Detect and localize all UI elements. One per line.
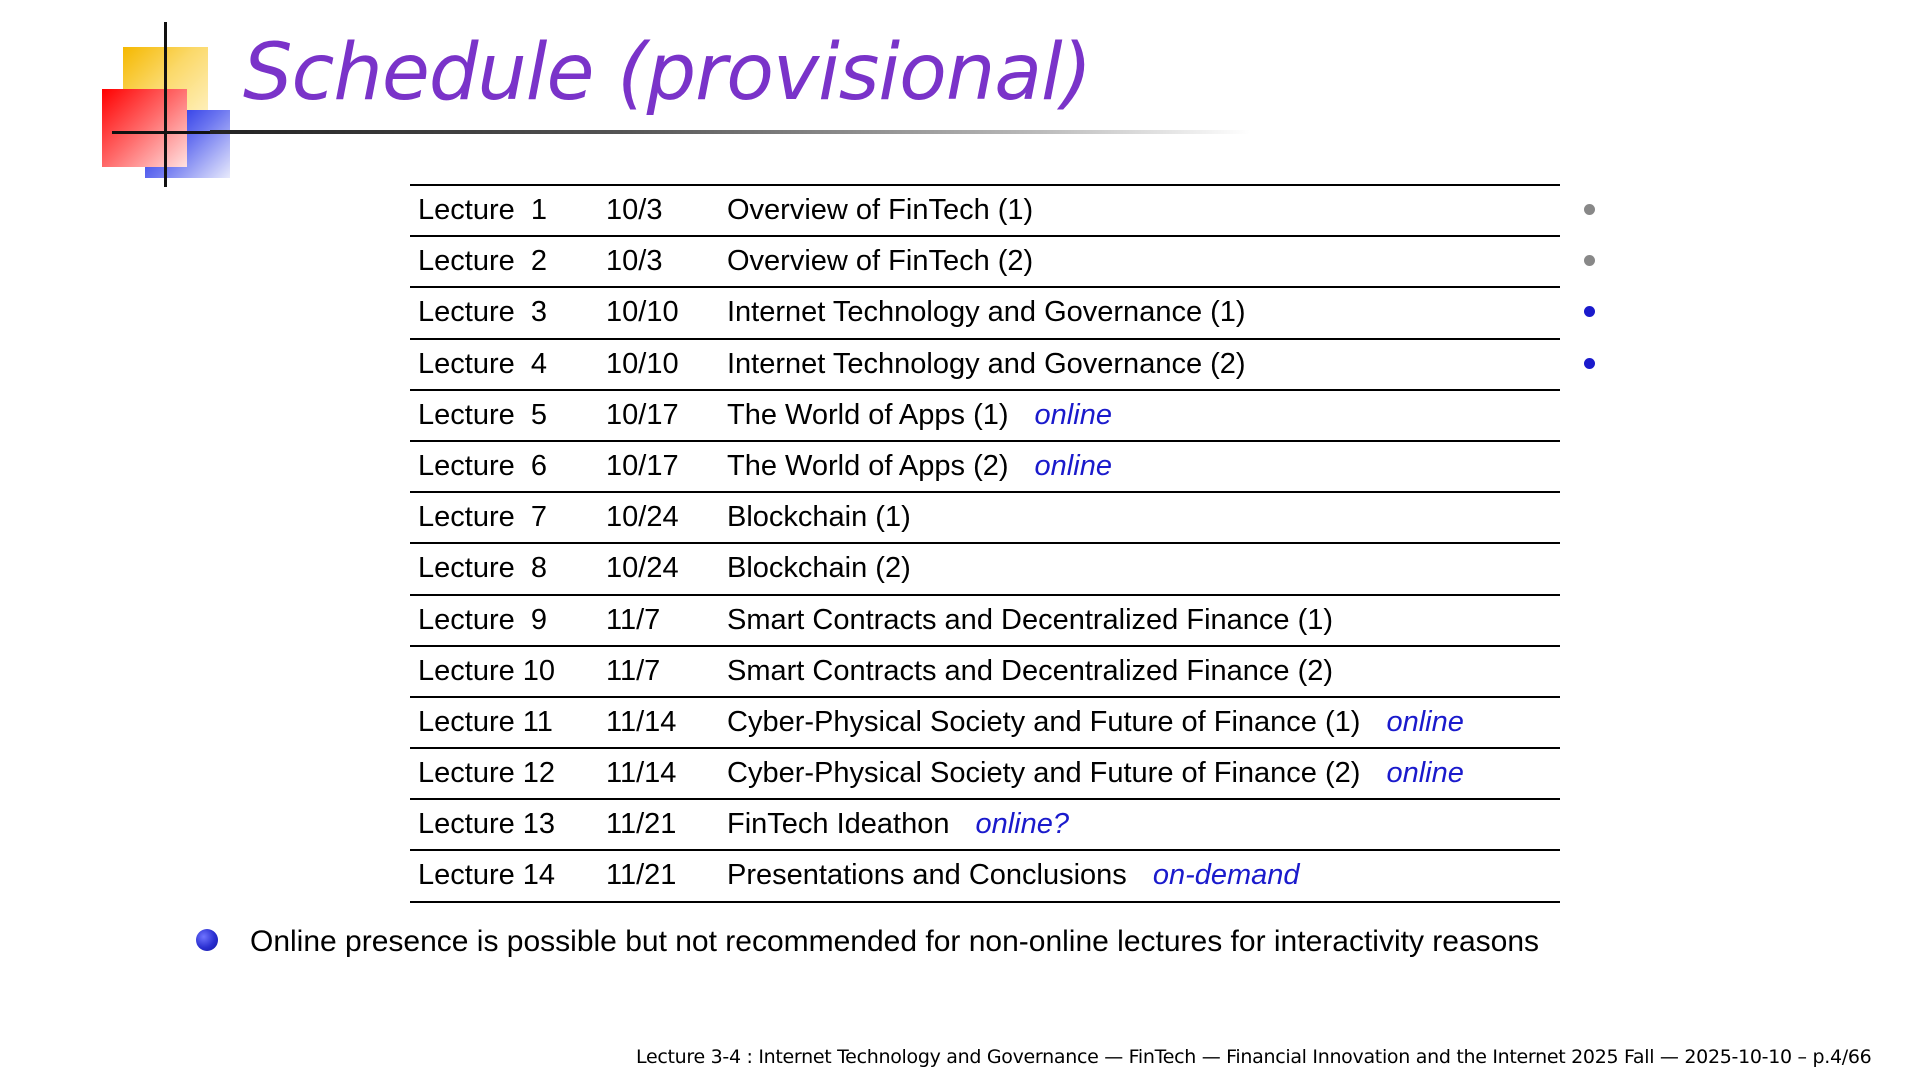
nav-dot-icon[interactable] <box>1584 204 1595 215</box>
lecture-topic: Overview of FinTech (1) <box>727 194 1034 226</box>
lecture-topic-cell <box>727 757 1464 790</box>
lecture-topic: Smart Contracts and Decentralized Finance (2) <box>727 654 1334 687</box>
lecture-mode-note: online? <box>975 808 1070 841</box>
lecture-date: 11/14 <box>606 757 677 790</box>
lecture-topic-cell <box>727 706 1464 739</box>
lecture-number: Lecture 3 <box>418 296 547 329</box>
lecture-topic-cell <box>727 348 1246 381</box>
lecture-topic: The World of Apps (2) <box>727 449 1009 482</box>
lecture-number: Lecture 1 <box>418 194 547 226</box>
table-row <box>410 747 1560 798</box>
lecture-topic-cell <box>727 655 1333 688</box>
lecture-date: 10/24 <box>606 552 679 585</box>
lecture-number: Lecture 5 <box>418 398 547 431</box>
lecture-number: Lecture 10 <box>418 654 556 687</box>
lecture-number: Lecture 2 <box>418 245 547 278</box>
logo-vertical-line <box>164 22 167 187</box>
lecture-mode-note: online <box>1386 757 1464 790</box>
title-underline <box>210 130 1250 134</box>
lecture-date: 11/14 <box>606 705 677 738</box>
lecture-topic: Internet Technology and Governance (2) <box>727 347 1246 380</box>
lecture-topic-cell <box>727 808 1069 841</box>
lecture-date: 10/17 <box>606 398 679 431</box>
lecture-mode-note: on-demand <box>1152 859 1300 892</box>
lecture-topic: Smart Contracts and Decentralized Finance (1) <box>727 603 1334 636</box>
lecture-topic-cell <box>727 859 1300 892</box>
bullet-text: Online presence is possible but not recommended for non-online lectures for interactivity reasons <box>250 925 1540 958</box>
lecture-number: Lecture 6 <box>418 449 547 482</box>
lecture-topic: FinTech Ideathon <box>727 808 950 841</box>
lecture-number: Lecture 12 <box>418 757 556 790</box>
lecture-topic-cell <box>727 552 911 585</box>
table-row <box>410 798 1560 849</box>
bullet-icon <box>196 929 218 951</box>
lecture-mode-note: online <box>1034 449 1112 482</box>
lecture-date: 10/10 <box>606 347 679 380</box>
table-row <box>410 491 1560 542</box>
lecture-number: Lecture 7 <box>418 501 547 534</box>
slide-footer: Lecture 3-4 : Internet Technology and Governance — FinTech — Financial Innovation and the Internet 2025 Fall — 2025-10-10 – p.4/66 <box>636 1046 1872 1068</box>
table-row <box>410 235 1560 286</box>
lecture-topic-cell <box>727 501 911 534</box>
lecture-number: Lecture 4 <box>418 347 547 380</box>
lecture-date: 10/10 <box>606 296 679 329</box>
table-row <box>410 184 1560 235</box>
table-row <box>410 389 1560 440</box>
schedule-table <box>410 184 1560 903</box>
lecture-number: Lecture 9 <box>418 603 547 636</box>
nav-dot-icon[interactable] <box>1584 255 1595 266</box>
lecture-date: 11/7 <box>606 654 661 687</box>
lecture-topic: Overview of FinTech (2) <box>727 245 1034 278</box>
table-row <box>410 645 1560 696</box>
lecture-number: Lecture 14 <box>418 859 556 892</box>
table-row <box>410 849 1560 902</box>
lecture-mode-note: online <box>1034 398 1112 431</box>
lecture-mode-note: online <box>1386 705 1464 738</box>
lecture-number: Lecture 13 <box>418 808 556 841</box>
lecture-topic: Blockchain (2) <box>727 552 911 585</box>
lecture-topic: Cyber-Physical Society and Future of Finance (2) <box>727 757 1361 790</box>
logo-red-square <box>102 89 187 167</box>
table-row <box>410 286 1560 337</box>
lecture-topic-cell <box>727 194 1033 227</box>
lecture-date: 10/17 <box>606 449 679 482</box>
table-row <box>410 542 1560 593</box>
lecture-date: 11/7 <box>606 603 661 636</box>
lecture-date: 10/3 <box>606 245 663 278</box>
lecture-date: 11/21 <box>606 859 677 892</box>
lecture-date: 10/24 <box>606 501 679 534</box>
lecture-topic-cell <box>727 450 1112 483</box>
slide-logo <box>100 22 235 187</box>
nav-dot-icon[interactable] <box>1584 358 1595 369</box>
lecture-topic: The World of Apps (1) <box>727 398 1009 431</box>
table-row <box>410 338 1560 389</box>
lecture-topic-cell <box>727 399 1112 432</box>
nav-dot-icon[interactable] <box>1584 306 1595 317</box>
lecture-number: Lecture 11 <box>418 705 553 738</box>
lecture-date: 10/3 <box>606 194 663 226</box>
table-row <box>410 594 1560 645</box>
slide-title: Schedule (provisional) <box>243 28 1092 118</box>
table-row <box>410 696 1560 747</box>
lecture-topic: Internet Technology and Governance (1) <box>727 296 1246 329</box>
table-row <box>410 440 1560 491</box>
lecture-topic: Blockchain (1) <box>727 501 911 534</box>
lecture-topic-cell <box>727 604 1333 637</box>
lecture-topic-cell <box>727 245 1033 278</box>
lecture-number: Lecture 8 <box>418 552 547 585</box>
lecture-topic: Cyber-Physical Society and Future of Finance (1) <box>727 705 1361 738</box>
lecture-topic: Presentations and Conclusions <box>727 859 1127 892</box>
lecture-date: 11/21 <box>606 808 677 841</box>
lecture-topic-cell <box>727 296 1246 329</box>
